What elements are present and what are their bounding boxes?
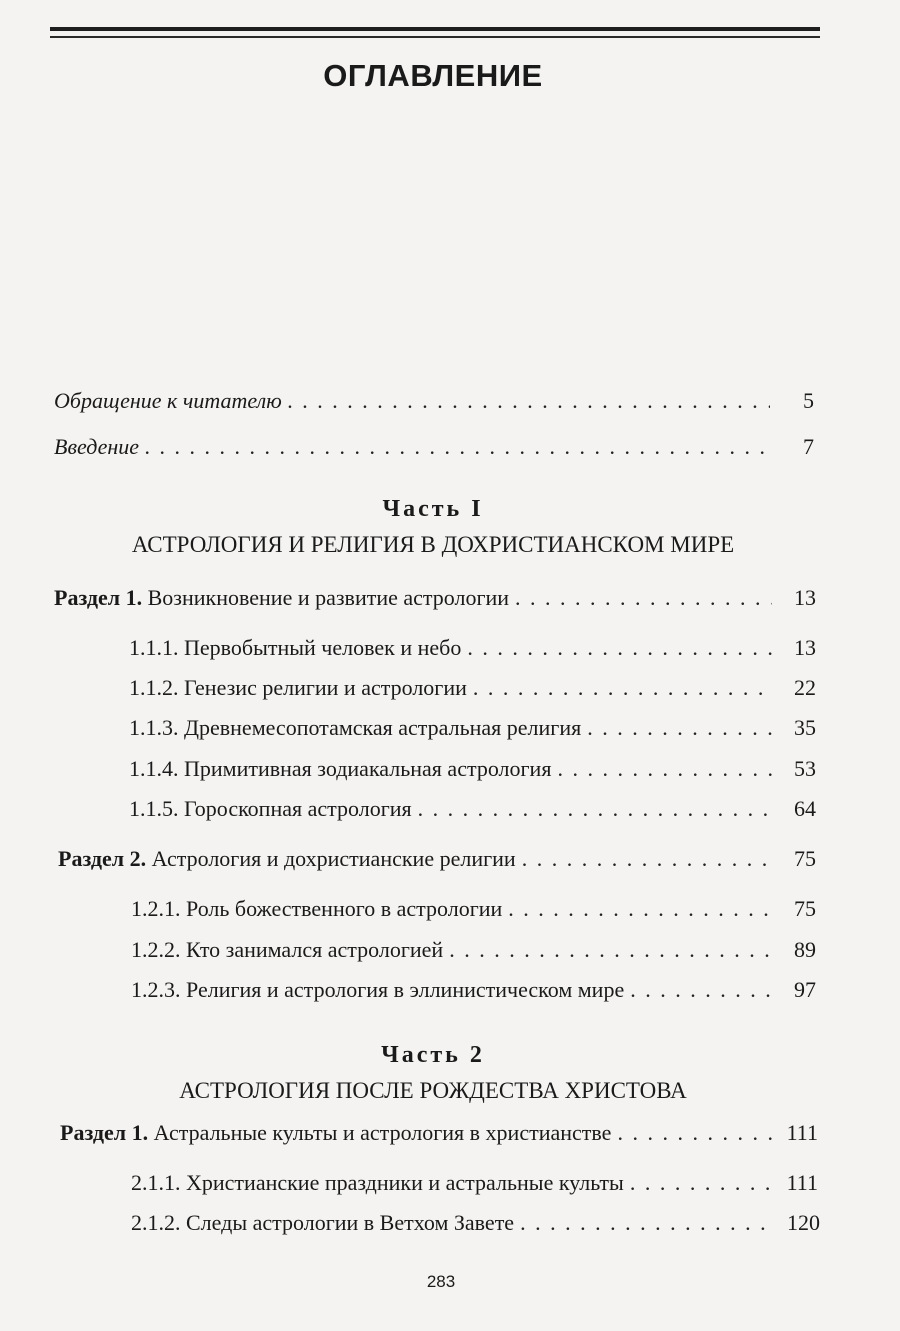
leader-dots <box>145 434 770 460</box>
toc-entry-page: 120 <box>787 1210 820 1235</box>
toc-section-2-1[interactable] <box>60 1120 818 1152</box>
part-2-subtitle: АСТРОЛОГИЯ ПОСЛЕ РОЖДЕСТВА ХРИСТОВА <box>179 1078 687 1103</box>
leader-dots <box>515 585 772 611</box>
toc-entry-label: 1.1.4. Примитивная зодиакальная астрология <box>129 756 552 781</box>
toc-item-1-1-1[interactable] <box>129 635 816 667</box>
toc-entry-introduction[interactable] <box>54 434 814 466</box>
toc-entry-label: 1.1.1. Первобытный человек и небо <box>129 635 462 660</box>
toc-entry-label: Введение <box>54 434 140 459</box>
toc-entry-page: 75 <box>794 846 816 871</box>
toc-item-2-1-2[interactable] <box>131 1210 820 1242</box>
header-rule-thick <box>50 27 820 31</box>
toc-entry-page: 13 <box>794 635 816 660</box>
toc-entry-page: 5 <box>803 388 814 413</box>
toc-item-1-2-1[interactable] <box>131 896 816 928</box>
leader-dots <box>467 635 772 661</box>
toc-entry-label <box>58 846 516 872</box>
leader-dots <box>587 715 772 741</box>
toc-entry-page: 13 <box>794 585 816 610</box>
toc-entry-label: 1.2.2. Кто занимался астрологией <box>131 937 444 962</box>
leader-dots <box>617 1120 774 1146</box>
toc-entry-label: 1.1.3. Древнемесопотамская астральная религия <box>129 715 582 740</box>
toc-entry-label: 2.1.2. Следы астрологии в Ветхом Завете <box>131 1210 515 1235</box>
leader-dots <box>508 896 772 922</box>
toc-entry-label: Обращение к читателю <box>54 388 282 413</box>
page-title: ОГЛАВЛЕНИЕ <box>323 58 543 93</box>
leader-dots <box>473 675 772 701</box>
part-1-subtitle: АСТРОЛОГИЯ И РЕЛИГИЯ В ДОХРИСТИАНСКОМ МИРЕ <box>131 532 735 557</box>
toc-entry-label <box>54 585 509 611</box>
toc-entry-page: 97 <box>794 977 816 1002</box>
page-number: 283 <box>426 1272 456 1291</box>
toc-entry-label: 1.1.5. Гороскопная астрология <box>129 796 412 821</box>
toc-item-1-2-3[interactable] <box>131 977 816 1009</box>
toc-entry-page: 64 <box>794 796 816 821</box>
part-2-heading: Часть 2 <box>381 1042 485 1068</box>
toc-entry-reader-address[interactable] <box>54 388 814 420</box>
toc-section-1-1[interactable] <box>54 585 816 617</box>
leader-dots <box>630 1170 774 1196</box>
leader-dots <box>630 977 772 1003</box>
toc-entry-page: 35 <box>794 715 816 740</box>
leader-dots <box>288 388 770 414</box>
section-prefix: Раздел 2. <box>58 846 147 871</box>
toc-entry-page: 53 <box>794 756 816 781</box>
toc-item-1-1-2[interactable] <box>129 675 816 707</box>
section-title: Астрология и дохристианские религии <box>151 846 516 871</box>
section-prefix: Раздел 1. <box>54 585 143 610</box>
section-title: Возникновение и развитие астрологии <box>147 585 510 610</box>
toc-item-1-1-3[interactable] <box>129 715 816 747</box>
toc-entry-label: 2.1.1. Христианские праздники и астральные культы <box>131 1170 624 1195</box>
toc-entry-page: 89 <box>794 937 816 962</box>
section-prefix: Раздел 1. <box>60 1120 149 1145</box>
leader-dots <box>557 756 772 782</box>
section-title: Астральные культы и астрология в христианстве <box>153 1120 612 1145</box>
part-1-heading: Часть I <box>382 496 484 522</box>
toc-item-2-1-1[interactable] <box>131 1170 818 1202</box>
toc-entry-page: 111 <box>786 1120 818 1145</box>
toc-section-1-2[interactable] <box>58 846 816 878</box>
toc-entry-label: 1.2.1. Роль божественного в астрологии <box>131 896 503 921</box>
leader-dots <box>449 937 772 963</box>
toc-item-1-1-4[interactable] <box>129 756 816 788</box>
toc-entry-label: 1.1.2. Генезис религии и астрологии <box>129 675 467 700</box>
toc-item-1-1-5[interactable] <box>129 796 816 828</box>
toc-entry-page: 7 <box>803 434 814 459</box>
leader-dots <box>418 796 772 822</box>
header-rule-thin <box>50 36 820 38</box>
leader-dots <box>520 1210 776 1236</box>
toc-entry-page: 75 <box>794 896 816 921</box>
leader-dots <box>522 846 772 872</box>
toc-entry-label <box>60 1120 611 1146</box>
toc-item-1-2-2[interactable] <box>131 937 816 969</box>
toc-entry-label: 1.2.3. Религия и астрология в эллинистическом мире <box>131 977 625 1002</box>
toc-entry-page: 111 <box>786 1170 818 1195</box>
toc-entry-page: 22 <box>794 675 816 700</box>
